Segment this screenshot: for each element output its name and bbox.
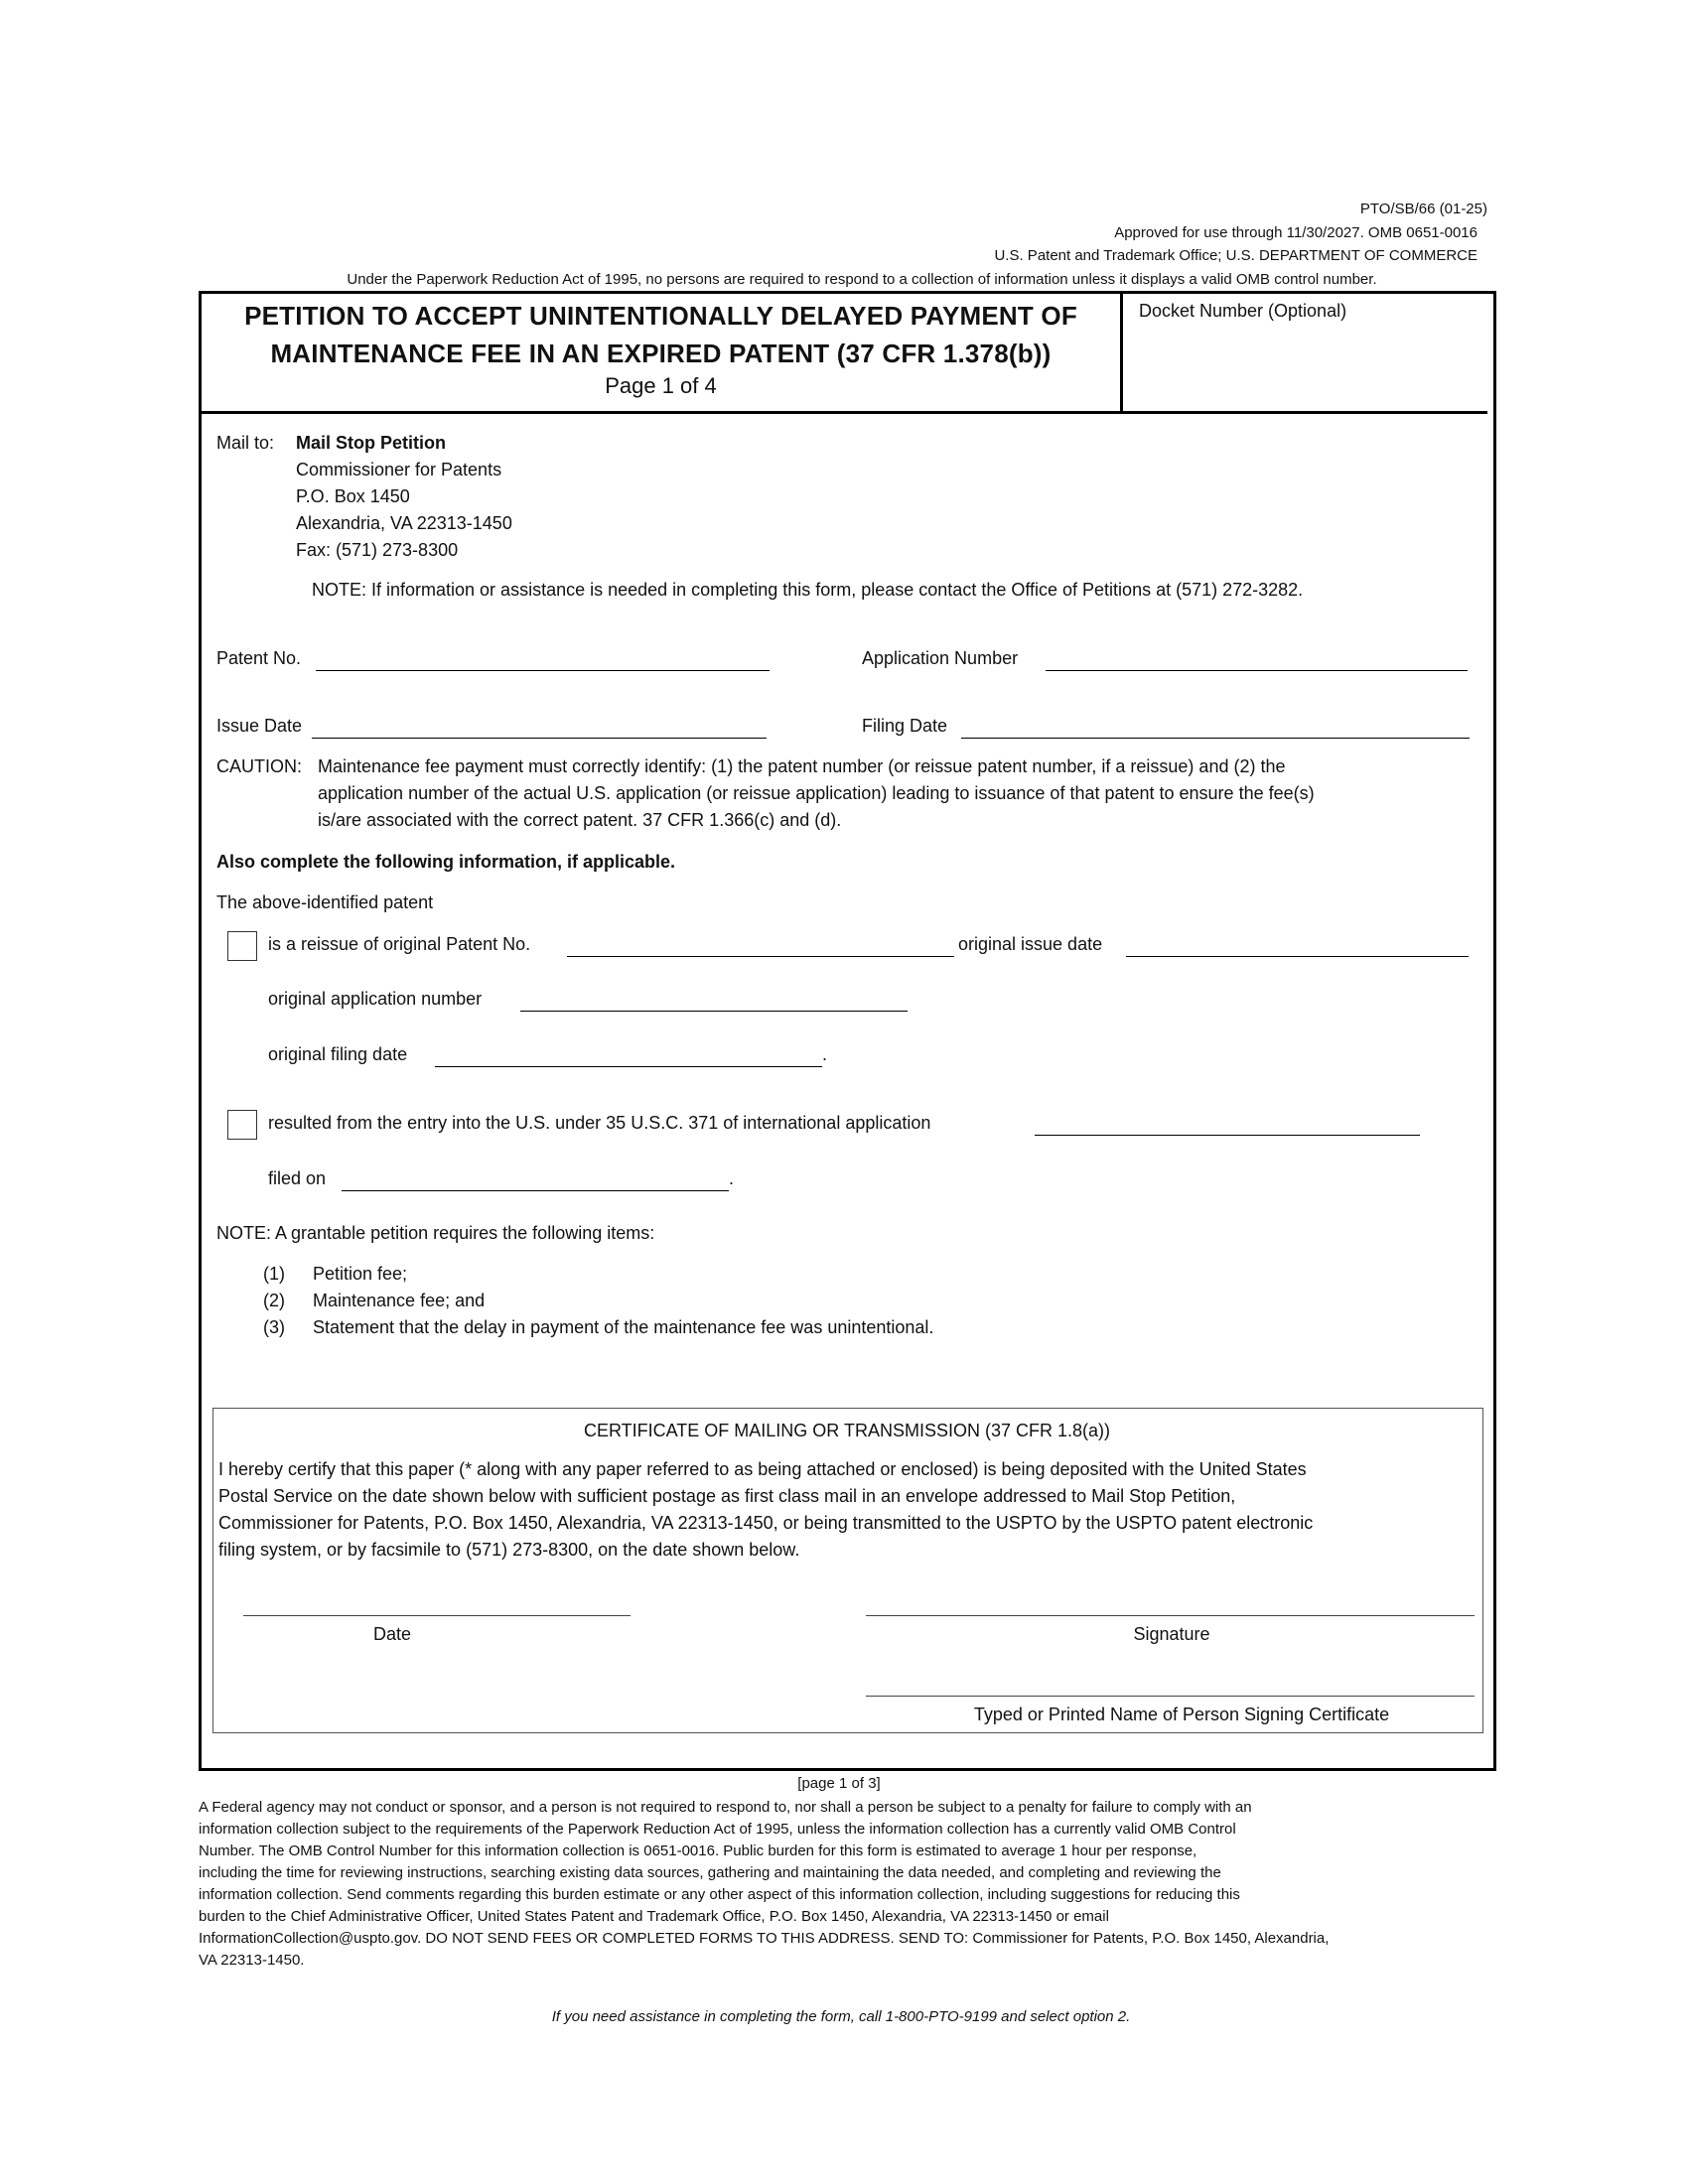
patent-no-input[interactable] [316, 670, 770, 671]
issue-date-input[interactable] [312, 738, 767, 739]
date-label: Date [372, 1624, 412, 1644]
item-number: (2) [263, 1291, 285, 1310]
caution-label: CAUTION: [216, 756, 303, 776]
original-filing-date-input[interactable] [435, 1066, 822, 1067]
original-issue-date-input[interactable] [1126, 956, 1469, 957]
original-filing-date-label: original filing date [268, 1044, 408, 1064]
item-number: (3) [263, 1317, 285, 1337]
docket-number-label: Docket Number (Optional) [1139, 301, 1347, 321]
form-title-line2: MAINTENANCE FEE IN AN EXPIRED PATENT (37 CFR 1.378(b)) [270, 339, 1052, 368]
period-1: . [822, 1044, 828, 1064]
original-patent-no-input[interactable] [567, 956, 954, 957]
filing-date-input[interactable] [961, 738, 1470, 739]
burden-line: information collection subject to the requirements of the Paperwork Reduction Act of 1995, unless the information collection has a currently valid OMB Control [199, 1821, 1236, 1838]
item-text: Statement that the delay in payment of the maintenance fee was unintentional. [313, 1317, 934, 1337]
date-line[interactable] [243, 1615, 631, 1616]
mail-stop: Mail Stop Petition [296, 433, 446, 453]
typed-name-label: Typed or Printed Name of Person Signing Certificate [973, 1705, 1390, 1724]
item-text: Petition fee; [313, 1264, 408, 1284]
burden-statement [199, 1797, 1499, 1972]
title-block [202, 294, 1123, 414]
international-application-input[interactable] [1035, 1135, 1420, 1136]
burden-line: information collection. Send comments regarding this burden estimate or any other aspect of this information collection, including suggestions for reducing this [199, 1886, 1240, 1903]
approval-text: Approved for use through 11/30/2027. OMB 0651-0016 [1114, 224, 1477, 241]
original-application-number-label: original application number [268, 989, 483, 1009]
typed-name-line[interactable] [866, 1696, 1475, 1697]
international-application-checkbox[interactable] [227, 1110, 257, 1140]
form-title-line1: PETITION TO ACCEPT UNINTENTIONALLY DELAYED PAYMENT OF [244, 301, 1077, 331]
page-marker: [page 1 of 3] [797, 1775, 881, 1792]
certificate-line2: Postal Service on the date shown below with sufficient postage as first class mail in an envelope addressed to Mail Stop Petition, [218, 1486, 1236, 1506]
issue-date-label: Issue Date [216, 716, 303, 736]
caution-line3: is/are associated with the correct patent. 37 CFR 1.366(c) and (d). [318, 810, 842, 830]
caution-line1: Maintenance fee payment must correctly identify: (1) the patent number (or reissue patent number, if a reissue) and (2) the [318, 756, 1286, 776]
burden-line: including the time for reviewing instructions, searching existing data sources, gathering and maintaining the data needed, and completing and reviewing the [199, 1864, 1221, 1881]
caution-line2: application number of the actual U.S. application (or reissue application) leading to issuance of that patent to ensure the fee(s) [318, 783, 1315, 803]
reissue-label: is a reissue of original Patent No. [268, 934, 531, 954]
signature-label: Signature [1133, 1624, 1210, 1644]
grantable-note: NOTE: A grantable petition requires the following items: [216, 1223, 655, 1243]
above-identified-text: The above-identified patent [216, 892, 434, 912]
application-number-input[interactable] [1046, 670, 1468, 671]
certificate-line1: I hereby certify that this paper (* along with any paper referred to as being attached or enclosed) is being deposited with the United States [218, 1459, 1307, 1479]
filed-on-input[interactable] [342, 1190, 729, 1191]
burden-line: burden to the Chief Administrative Officer, United States Patent and Trademark Office, P.O. Box 1450, Alexandria, VA 22313-1450 or email [199, 1908, 1109, 1925]
original-issue-date-label: original issue date [958, 934, 1103, 954]
docket-number-field[interactable] [1123, 294, 1487, 414]
filing-date-label: Filing Date [862, 716, 948, 736]
agency-text: U.S. Patent and Trademark Office; U.S. DEPARTMENT OF COMMERCE [994, 247, 1477, 264]
item-text: Maintenance fee; and [313, 1291, 486, 1310]
burden-line: A Federal agency may not conduct or sponsor, and a person is not required to respond to, nor shall a person be subject to a penalty for failure to comply with an [199, 1799, 1252, 1816]
also-complete-heading: Also complete the following information, if applicable. [216, 852, 676, 872]
form-id: PTO/SB/66 (01-25) [1359, 201, 1487, 217]
international-application-label: resulted from the entry into the U.S. under 35 U.S.C. 371 of international application [268, 1113, 931, 1133]
certificate-line4: filing system, or by facsimile to (571) 273-8300, on the date shown below. [218, 1540, 800, 1560]
application-number-label: Application Number [862, 648, 1019, 668]
mail-line3: Alexandria, VA 22313-1450 [296, 513, 512, 533]
filed-on-label: filed on [268, 1168, 327, 1188]
original-application-number-input[interactable] [520, 1011, 908, 1012]
item-number: (1) [263, 1264, 285, 1284]
burden-line: Number. The OMB Control Number for this information collection is 0651-0016. Public burden for this form is estimated to average 1 hour per response, [199, 1843, 1197, 1859]
mail-to-label: Mail to: [216, 433, 275, 453]
reissue-checkbox[interactable] [227, 931, 257, 961]
help-line: If you need assistance in completing the form, call 1-800-PTO-9199 and select option 2. [551, 2008, 1131, 2025]
certificate-line3: Commissioner for Patents, P.O. Box 1450, Alexandria, VA 22313-1450, or being transmitted to the USPTO by the USPTO patent electronic [218, 1513, 1314, 1533]
burden-line: VA 22313-1450. [199, 1952, 305, 1969]
mail-line2: P.O. Box 1450 [296, 486, 410, 506]
burden-line: InformationCollection@uspto.gov. DO NOT SEND FEES OR COMPLETED FORMS TO THIS ADDRESS. SEND TO: Commissioner for Patents, P.O. Box 1450, Alexandria, [199, 1930, 1330, 1947]
mail-line1: Commissioner for Patents [296, 460, 502, 479]
paperwork-notice: Under the Paperwork Reduction Act of 1995, no persons are required to respond to a collection of information unless it displays a valid OMB control number. [347, 271, 1377, 288]
page-indicator: Page 1 of 4 [605, 373, 717, 398]
mail-fax: Fax: (571) 273-8300 [296, 540, 459, 560]
signature-line[interactable] [866, 1615, 1475, 1616]
certificate-title: CERTIFICATE OF MAILING OR TRANSMISSION (37 CFR 1.8(a)) [583, 1421, 1111, 1440]
patent-no-label: Patent No. [216, 648, 302, 668]
period-2: . [729, 1168, 735, 1188]
assistance-note: NOTE: If information or assistance is needed in completing this form, please contact the Office of Petitions at (571) 272-3282. [312, 580, 1304, 600]
